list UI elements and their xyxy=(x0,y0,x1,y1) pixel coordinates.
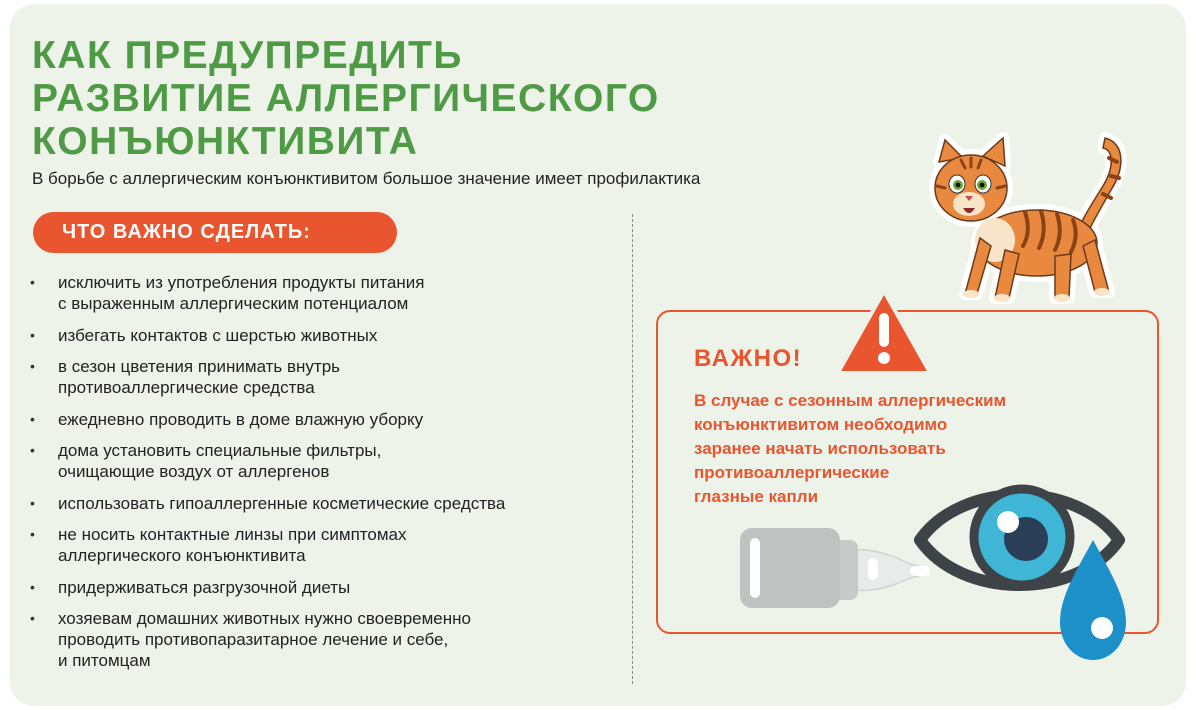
bullet-marker: • xyxy=(30,326,35,343)
list-item-line: противоаллергические средства xyxy=(58,378,315,397)
eye-dropper-bottle xyxy=(740,528,935,610)
page-title xyxy=(32,34,672,163)
list-item-line: с выраженным аллергическим потенциалом xyxy=(58,294,409,313)
list-item xyxy=(30,409,630,430)
title-line-2: РАЗВИТИЕ АЛЛЕРГИЧЕСКОГО xyxy=(32,77,660,120)
list-item-line: аллергического конъюнктивита xyxy=(58,546,306,565)
list-item-line: не носить контактные линзы при симптомах xyxy=(58,525,407,544)
title-line-3: КОНЪЮНКТИВИТА xyxy=(32,120,419,163)
list-item xyxy=(30,524,630,566)
important-line-1: В случае с сезонным аллергическим xyxy=(694,391,1007,410)
list-item-line: хозяевам домашних животных нужно своевременно xyxy=(58,609,471,628)
list-item-line: избегать контактов с шерстью животных xyxy=(58,325,378,345)
subtitle: В борьбе с аллергическим конъюнктивитом большое значение имеет профилактика xyxy=(32,169,701,188)
teardrop-icon xyxy=(1058,538,1128,662)
list-item xyxy=(30,325,630,346)
important-line-5: глазные капли xyxy=(694,487,819,506)
list-item xyxy=(30,356,630,398)
list-item-line: проводить противопаразитарное лечение и себе, xyxy=(58,630,449,649)
bullet-marker: • xyxy=(30,358,35,374)
list-item xyxy=(30,272,630,314)
title-line-1: КАК ПРЕДУПРЕДИТЬ xyxy=(32,34,463,77)
list-item xyxy=(30,608,630,671)
list-item-line: придерживаться разгрузочной диеты xyxy=(58,577,351,597)
bullet-marker: • xyxy=(30,410,35,427)
list-item-line: и питомцам xyxy=(58,651,151,670)
bullet-marker: • xyxy=(30,494,35,511)
important-line-3: заранее начать использовать xyxy=(694,439,946,458)
list-item-line: исключить из употребления продукты питания xyxy=(58,273,425,292)
bullet-marker: • xyxy=(30,526,35,542)
important-title: ВАЖНО! xyxy=(694,345,803,372)
important-line-2: конъюнктивитом необходимо xyxy=(694,415,948,434)
todo-heading: ЧТО ВАЖНО СДЕЛАТЬ: xyxy=(62,221,311,243)
list-item-line: дома установить специальные фильтры, xyxy=(58,441,382,460)
bullet-marker: • xyxy=(30,442,35,458)
bullet-marker: • xyxy=(30,274,35,290)
list-item xyxy=(30,577,630,598)
list-item-line: ежедневно проводить в доме влажную уборку xyxy=(58,409,424,429)
list-item xyxy=(30,493,630,514)
list-item-line: очищающие воздух от аллергенов xyxy=(58,462,330,481)
dashed-divider xyxy=(632,214,633,684)
todo-list xyxy=(30,272,630,682)
bullet-marker: • xyxy=(30,610,35,626)
important-line-4: противоаллергические xyxy=(694,463,890,482)
list-item xyxy=(30,440,630,482)
list-item-line: в сезон цветения принимать внутрь xyxy=(58,357,341,376)
todo-heading-badge xyxy=(33,212,397,253)
cat-illustration xyxy=(925,128,1140,306)
warning-triangle-icon xyxy=(836,287,932,377)
list-item-line: использовать гипоаллергенные косметические средства xyxy=(58,493,506,513)
bullet-marker: • xyxy=(30,578,35,595)
